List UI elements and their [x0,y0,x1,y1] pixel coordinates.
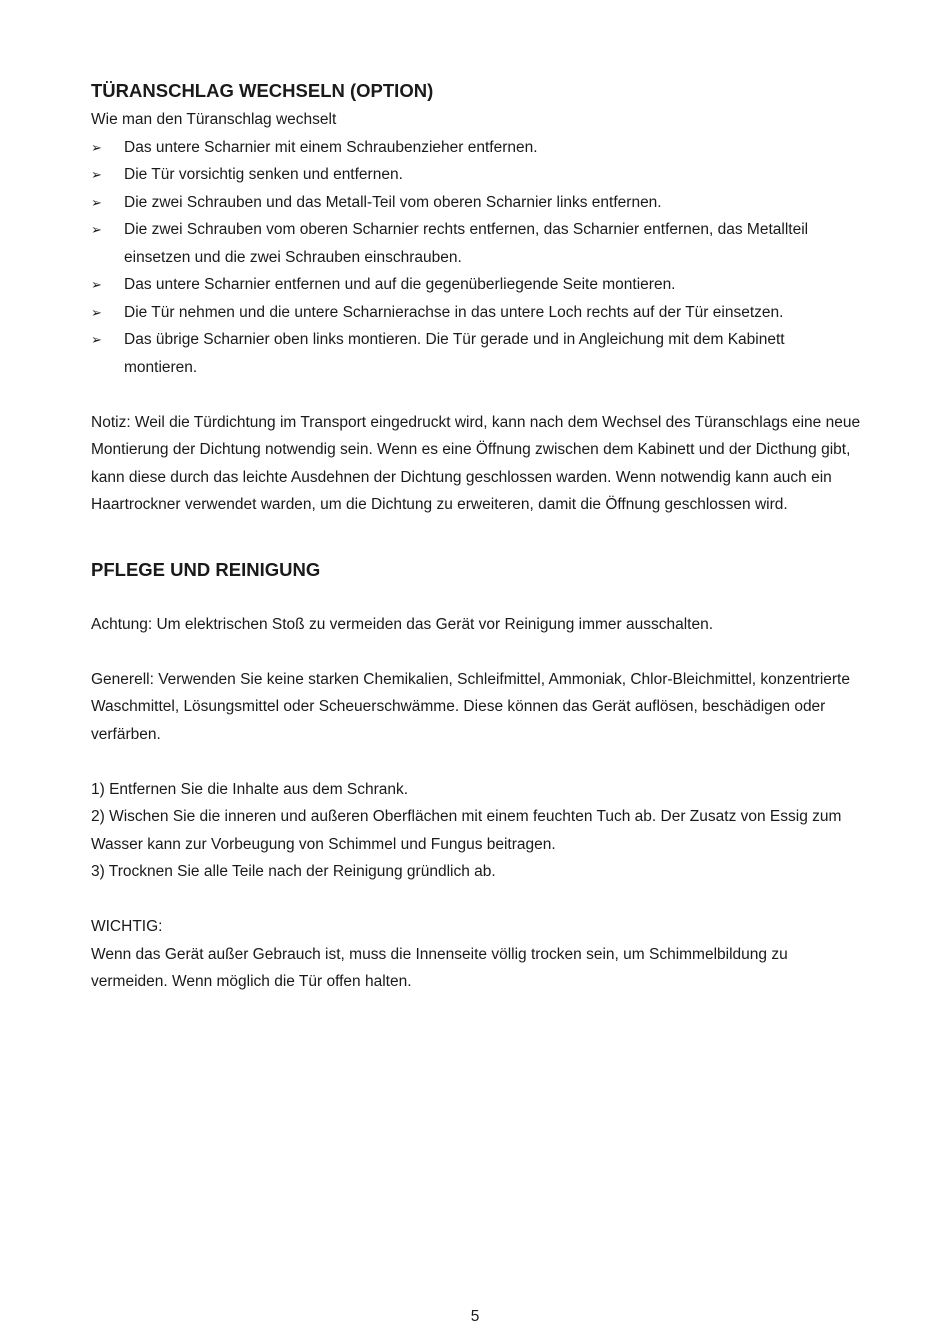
list-item-text: Das untere Scharnier entfernen und auf die gegenüberliegende Seite montieren. [124,276,676,293]
section-intro: Wie man den Türanschlag wechselt [91,111,337,128]
caution-paragraph: Achtung: Um elektrischen Stoß zu vermeiden das Gerät vor Reinigung immer ausschalten. [91,615,714,633]
arrow-bullet-icon: ➢ [91,167,102,182]
list-item-text: Das übrige Scharnier oben links montieren. Die Tür gerade und in Angleichung mit dem Kabinett montieren. [124,331,785,376]
page-number: 5 [470,1308,480,1325]
list-item-text: Die zwei Schrauben vom oberen Scharnier rechts entfernen, das Scharnier entfernen, das Metallteil einsetzen und die zwei Schrauben einschrauben. [124,221,809,266]
list-item [91,134,861,162]
list-item [91,216,861,271]
list-item [91,299,861,327]
cleaning-step: 1) Entfernen Sie die Inhalte aus dem Schrank. [91,780,409,798]
list-item [91,271,861,299]
arrow-bullet-icon: ➢ [91,139,102,155]
list-item [91,161,861,189]
list-item [91,326,861,381]
list-item-text: Die Tür nehmen und die untere Scharnierachse in das untere Loch rechts auf der Tür einsetzen. [124,303,784,321]
arrow-bullet-icon: ➢ [91,222,102,237]
cleaning-step: 2) Wischen Sie die inneren und außeren Oberflächen mit einem feuchten Tuch ab. Der Zusatz von Essig zum Wasser kann zur Vorbeugung von Schimmel und Fungus beitragen. [91,808,842,853]
section-title-care-cleaning: PFLEGE UND REINIGUNG [91,558,321,580]
important-label: WICHTIG: [91,918,163,935]
list-item-text: Das untere Scharnier mit einem Schraubenzieher entfernen. [124,138,538,156]
note-paragraph: Notiz: Weil die Türdichtung im Transport eingedruckt wird, kann nach dem Wechsel des Türanschlags eine neue Montierung der Dichtung notwendig sein. Wenn es eine Öffnung zwischen dem Kabinett und der Dicthung gibt, kann diese durch das leichte Ausdehnen der Dichtung geschlossen warden. Wenn notwendig kann auch ein Haartrockner verwendet warden, um die Dichtung zu erweiteren, damit die Öffnung geschlossen wird. [91,413,861,513]
arrow-bullet-icon: ➢ [91,304,102,320]
cleaning-step: 3) Trocknen Sie alle Teile nach der Reinigung gründlich ab. [91,863,496,880]
arrow-bullet-icon: ➢ [91,277,102,292]
list-item-text: Die Tür vorsichtig senken und entfernen. [124,166,403,183]
list-item-text: Die zwei Schrauben und das Metall-Teil vom oberen Scharnier links entfernen. [124,193,662,211]
arrow-bullet-icon: ➢ [91,194,102,210]
section-title-door-reversal: TÜRANSCHLAG WECHSELN (OPTION) [91,80,434,101]
instruction-list [91,134,861,382]
general-paragraph: Generell: Verwenden Sie keine starken Chemikalien, Schleifmittel, Ammoniak, Chlor-Bleichmittel, konzentrierte Waschmittel, Lösungsmittel oder Scheuerschwämme. Diese können das Gerät auflösen, beschädigen oder verfärben. [91,670,850,743]
important-paragraph: Wenn das Gerät außer Gebrauch ist, muss die Innenseite völlig trocken sein, um Schimmelbildung zu vermeiden. Wenn möglich die Tür offen halten. [91,945,788,990]
list-item [91,189,861,217]
arrow-bullet-icon: ➢ [91,332,102,347]
document-page [91,76,861,996]
